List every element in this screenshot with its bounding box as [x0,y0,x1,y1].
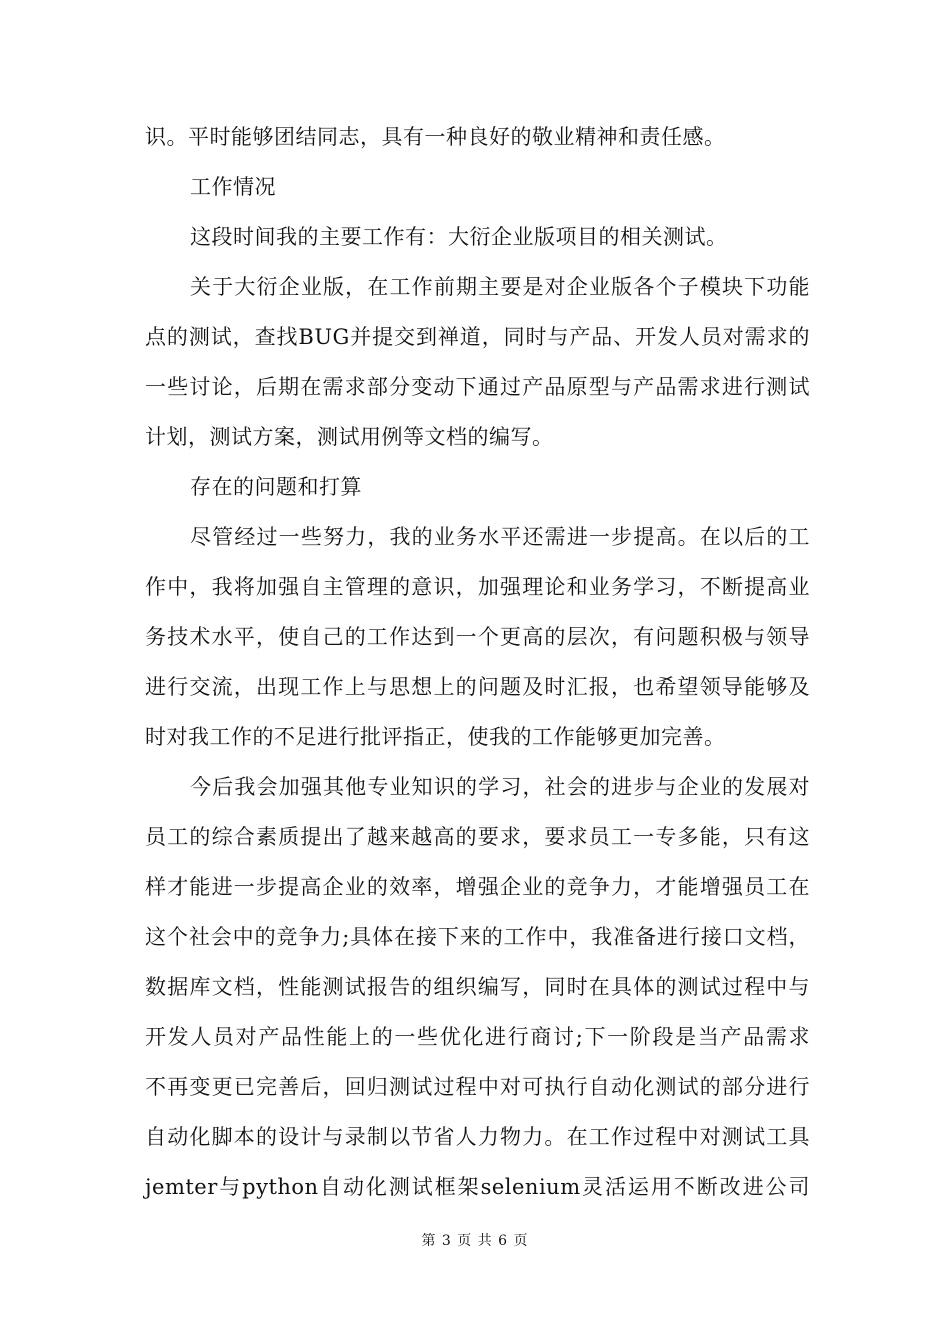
text-line: 今后我会加强其他专业知识的学习，社会的进步与企业的发展对 [190,775,810,799]
section-heading: 存在的问题和打算 [190,475,362,499]
text-line: jemter与python自动化测试框架selenium灵活运用不断改进公司 [145,1175,810,1199]
text-line: 关于大衍企业版，在工作前期主要是对企业版各个子模块下功能 [190,275,810,299]
text-line: 样才能进一步提高企业的效率，增强企业的竞争力，才能增强员工在 [145,875,810,899]
text-line: 这个社会中的竞争力;具体在接下来的工作中，我准备进行接口文档， [145,925,810,949]
section-heading: 工作情况 [190,175,276,199]
text-line: 数据库文档，性能测试报告的组织编写，同时在具体的测试过程中与 [145,975,810,999]
text-line: 计划，测试方案，测试用例等文档的编写。 [145,425,554,449]
text-line: 进行交流，出现工作上与思想上的问题及时汇报，也希望领导能够及 [145,675,810,699]
text-line: 自动化脚本的设计与录制以节省人力物力。在工作过程中对测试工具 [145,1125,810,1149]
text-line: 作中，我将加强自主管理的意识，加强理论和业务学习，不断提高业 [145,575,810,599]
text-line: 点的测试，查找BUG并提交到禅道，同时与产品、开发人员对需求的 [145,325,810,349]
text-line: 一些讨论，后期在需求部分变动下通过产品原型与产品需求进行测试 [145,375,810,399]
text-line: 尽管经过一些努力，我的业务水平还需进一步提高。在以后的工 [190,525,810,549]
text-line: 这段时间我的主要工作有：大衍企业版项目的相关测试。 [190,225,728,249]
text-line: 识。平时能够团结同志，具有一种良好的敬业精神和责任感。 [145,125,726,149]
text-line: 时对我工作的不足进行批评指正，使我的工作能够更加完善。 [145,725,726,749]
text-line: 务技术水平，使自己的工作达到一个更高的层次，有问题积极与领导 [145,625,810,649]
text-line: 员工的综合素质提出了越来越高的要求，要求员工一专多能，只有这 [145,825,810,849]
page-footer: 第 3 页 共 6 页 [421,1233,529,1249]
text-line: 开发人员对产品性能上的一些优化进行商讨;下一阶段是当产品需求 [145,1025,810,1049]
text-line: 不再变更已完善后，回归测试过程中对可执行自动化测试的部分进行 [145,1075,810,1099]
